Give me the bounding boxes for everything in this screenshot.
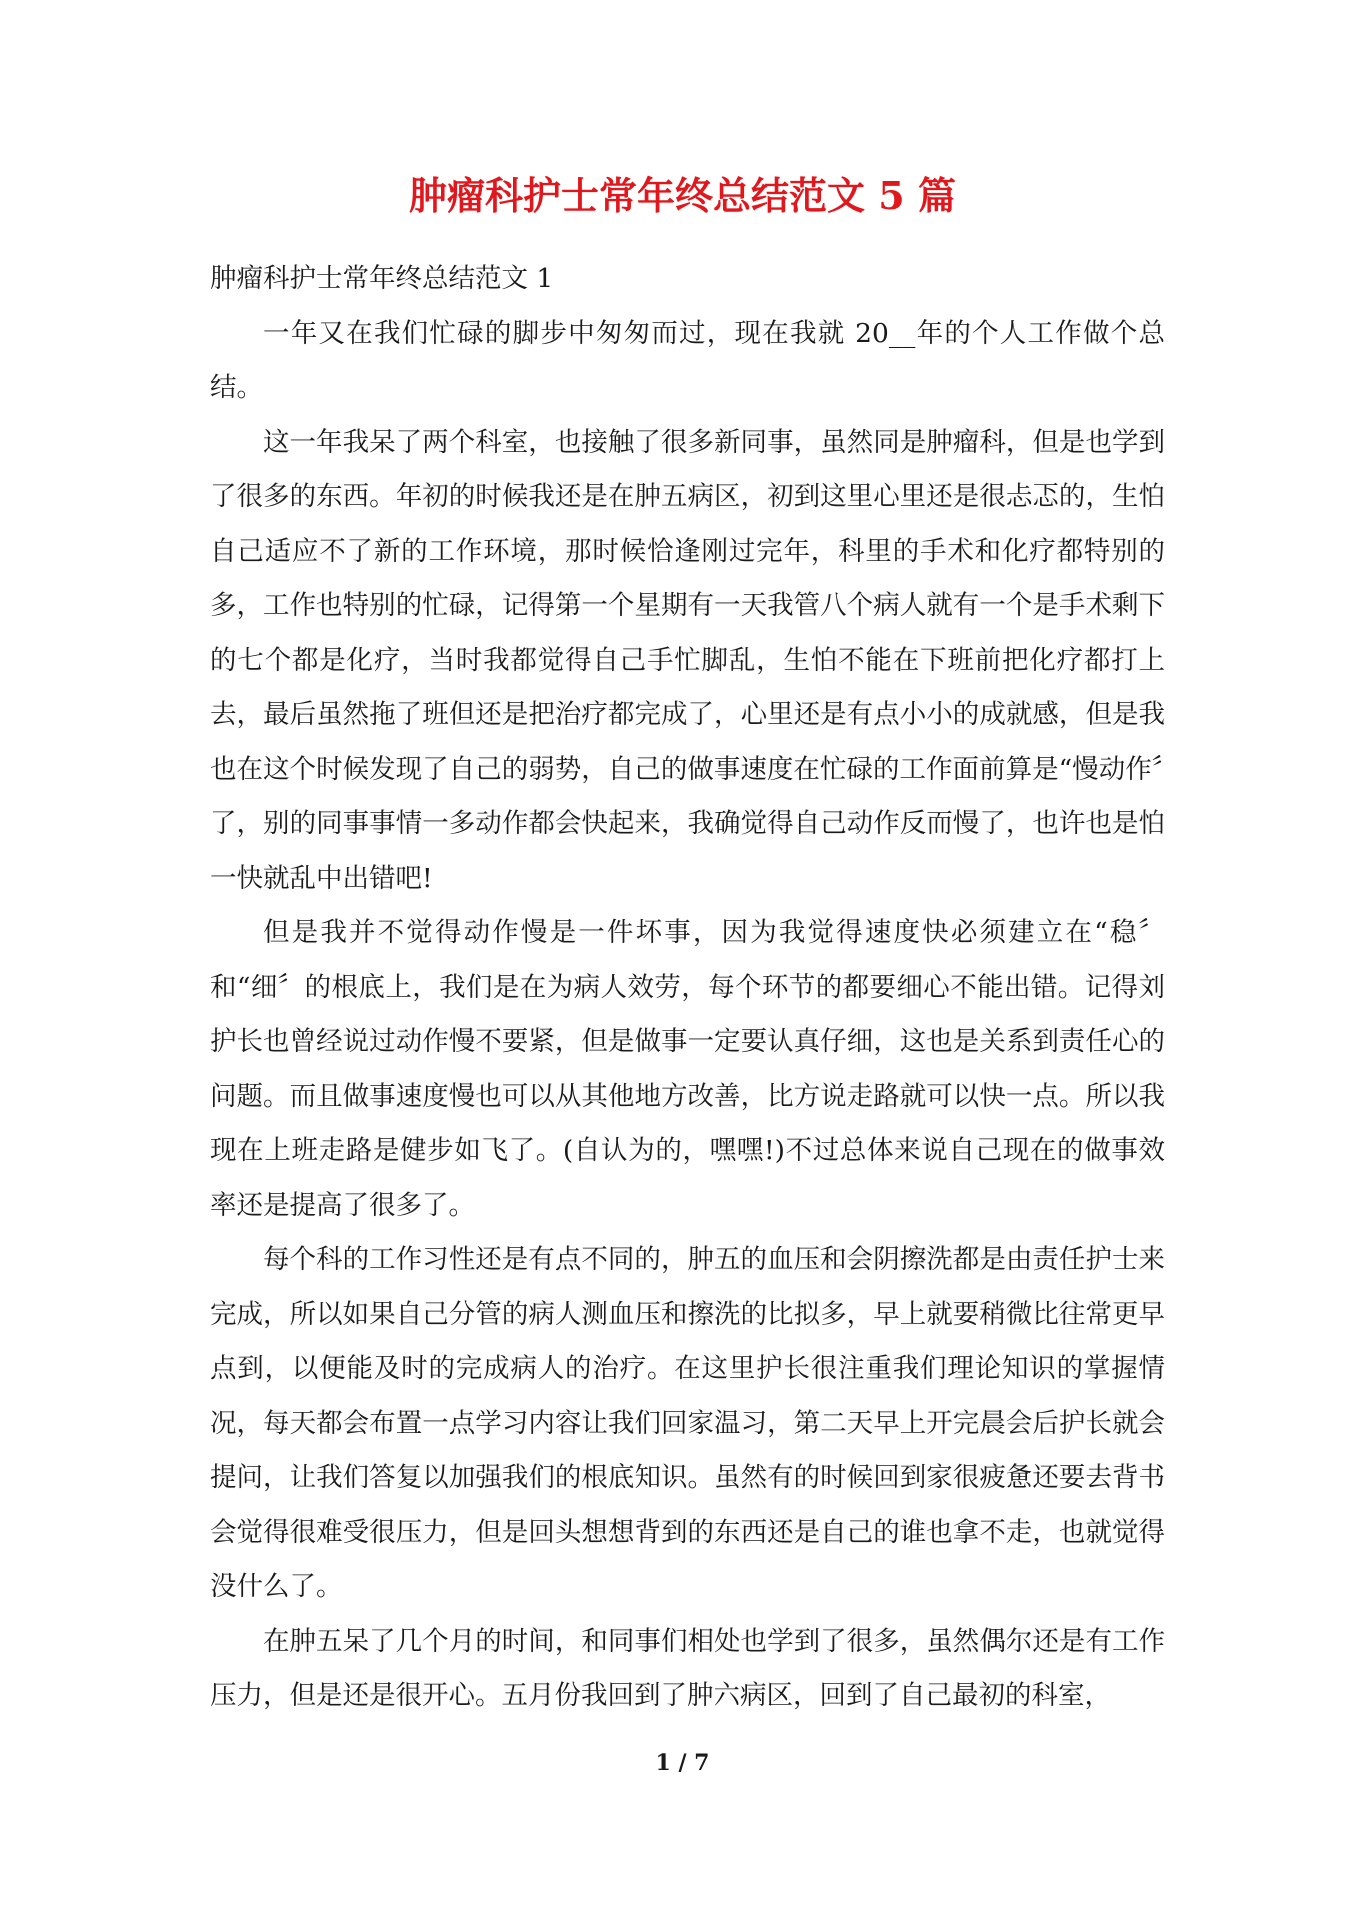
paragraph: 每个科的工作习性还是有点不同的，肿五的血压和会阴擦洗都是由责任护士来完成，所以如果自己分管的病人测血压和擦洗的比拟多，早上就要稍微比往常更早点到，以便能及时的完成病人的治疗。在这里护长很注重我们理论知识的掌握情况，每天都会布置一点学习内容让我们回家温习，第二天早上开完晨会后护长就会提问，让我们答复以加强我们的根底知识。虽然有的时候回到家很疲惫还要去背书会觉得很难受很压力，但是回头想想背到的东西还是自己的谁也拿不走，也就觉得没什么了。	[210, 1244, 1165, 1602]
paragraph: 一年又在我们忙碌的脚步中匆匆而过，现在我就 20__年的个人工作做个总结。	[210, 317, 1165, 403]
paragraph: 在肿五呆了几个月的时间，和同事们相处也学到了很多，虽然偶尔还是有工作压力，但是还是很开心。五月份我回到了肿六病区，回到了自己最初的科室，	[210, 1625, 1165, 1711]
document-body	[210, 252, 1165, 1724]
page-number: 1 / 7	[655, 1750, 710, 1776]
paragraph: 但是我并不觉得动作慢是一件坏事，因为我觉得速度快必须建立在“稳〞和“细〞的根底上，我们是在为病人效劳，每个环节的都要细心不能出错。记得刘护长也曾经说过动作慢不要紧，但是做事一定要认真仔细，这也是关系到责任心的问题。而且做事速度慢也可以从其他地方改善，比方说走路就可以快一点。所以我现在上班走路是健步如飞了。(自认为的，嘿嘿!)不过总体来说自己现在的做事效率还是提高了很多了。	[210, 917, 1165, 1221]
paragraph: 这一年我呆了两个科室，也接触了很多新同事，虽然同是肿瘤科，但是也学到了很多的东西。年初的时候我还是在肿五病区，初到这里心里还是很忐忑的，生怕自己适应不了新的工作环境，那时候恰逢刚过完年，科里的手术和化疗都特别的多，工作也特别的忙碌，记得第一个星期有一天我管八个病人就有一个是手术剩下的七个都是化疗，当时我都觉得自己手忙脚乱，生怕不能在下班前把化疗都打上去，最后虽然拖了班但还是把治疗都完成了，心里还是有点小小的成就感，但是我也在这个时候发现了自己的弱势，自己的做事速度在忙碌的工作面前算是“慢动作〞了，别的同事事情一多动作都会快起来，我确觉得自己动作反而慢了，也许也是怕一快就乱中出错吧!	[210, 426, 1165, 894]
document-title: 肿瘤科护士常年终总结范文 5 篇	[409, 173, 956, 218]
section-heading: 肿瘤科护士常年终总结范文 1	[210, 263, 554, 294]
